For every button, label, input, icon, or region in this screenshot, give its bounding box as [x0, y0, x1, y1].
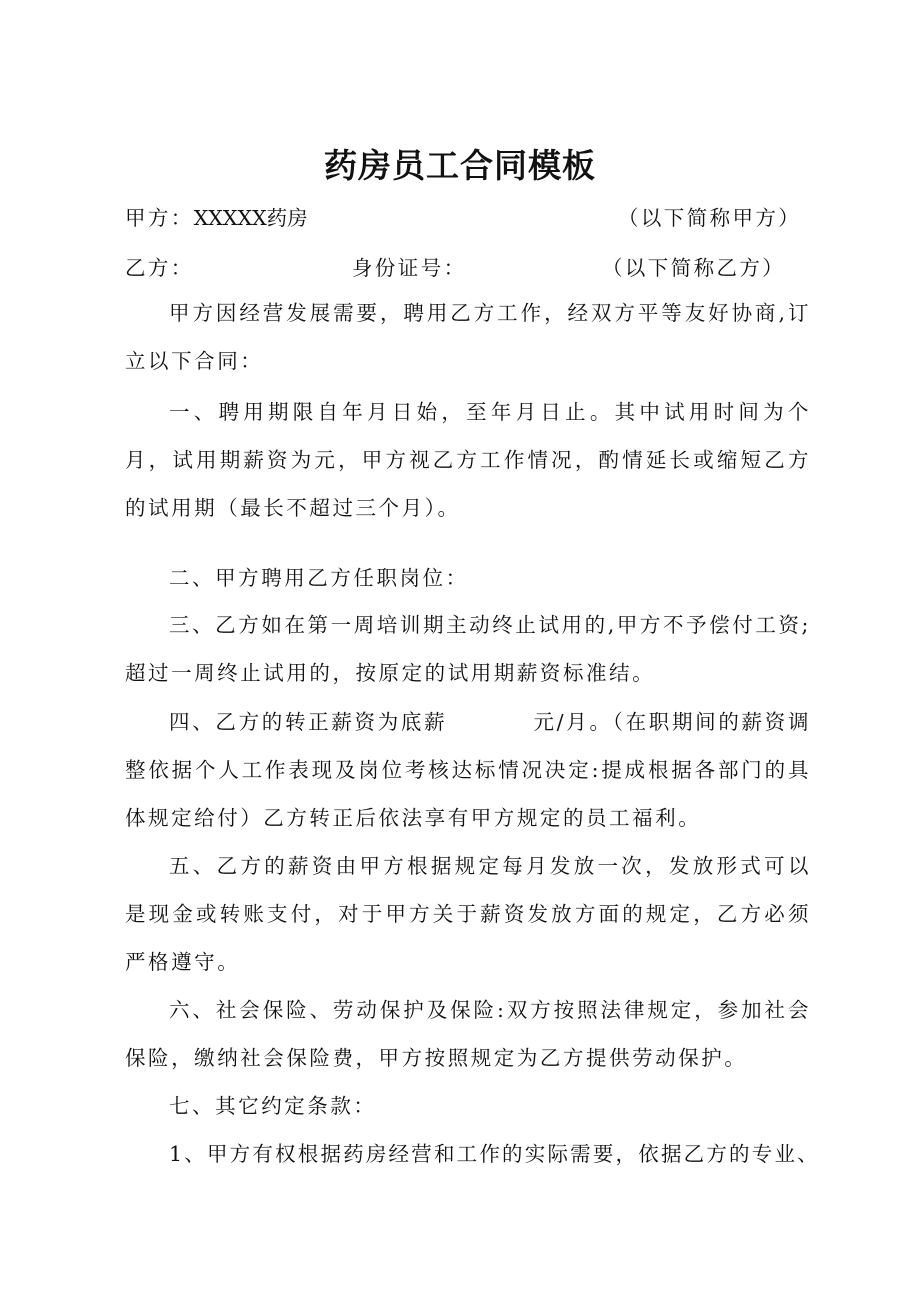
party-b-label: 乙方：	[125, 256, 194, 280]
clause-5: 五、乙方的薪资由甲方根据规定每月发放一次，发放形式可以是现金或转账支付，对于甲方关于薪资发放方面的规定，乙方必须严格遵守。	[125, 854, 811, 974]
document-title: 药房员工合同模板	[324, 146, 596, 185]
clause-3: 三、乙方如在第一周培训期主动终止试用的,甲方不予偿付工资;超过一周终止试用的，按原定的试用期薪资标准结。	[125, 613, 811, 685]
party-b-alias: （以下简称乙方）	[602, 256, 786, 280]
clause-2: 二、甲方聘用乙方任职岗位：	[169, 566, 469, 590]
party-a-line	[125, 203, 308, 233]
party-a-name: XXXXX药房	[193, 206, 308, 230]
intro-paragraph: 甲方因经营发展需要，聘用乙方工作，经双方平等友好协商,订立以下合同：	[125, 301, 811, 373]
clause-7: 七、其它约定条款：	[169, 1094, 377, 1118]
clause-6: 六、社会保险、劳动保护及保险:双方按照法律规定，参加社会保险，缴纳社会保险费，甲方按照规定为乙方提供劳动保护。	[125, 998, 811, 1070]
clause-4-base-salary-label: 四、乙方的转正薪资为底薪	[169, 710, 448, 734]
clause-4-rest: 元/月。（在职期间的薪资调整依据个人工作表现及岗位考核达标情况决定:提成根据各部门的具体规定给付）乙方转正后依法享有甲方规定的员工福利。	[125, 710, 811, 830]
party-a-label: 甲方：	[125, 206, 194, 230]
clause-7-1: 1、甲方有权根据药房经营和工作的实际需要，依据乙方的专业、	[169, 1142, 820, 1166]
clause-1: 一、聘用期限自年月日始，至年月日止。其中试用时间为个月，试用期薪资为元，甲方视乙方工作情况，酌情延长或缩短乙方的试用期（最长不超过三个月）。	[125, 400, 811, 520]
party-b-id-label: 身份证号：	[352, 256, 467, 280]
party-a-alias: （以下简称甲方）	[618, 206, 802, 230]
clause-4	[125, 698, 811, 842]
